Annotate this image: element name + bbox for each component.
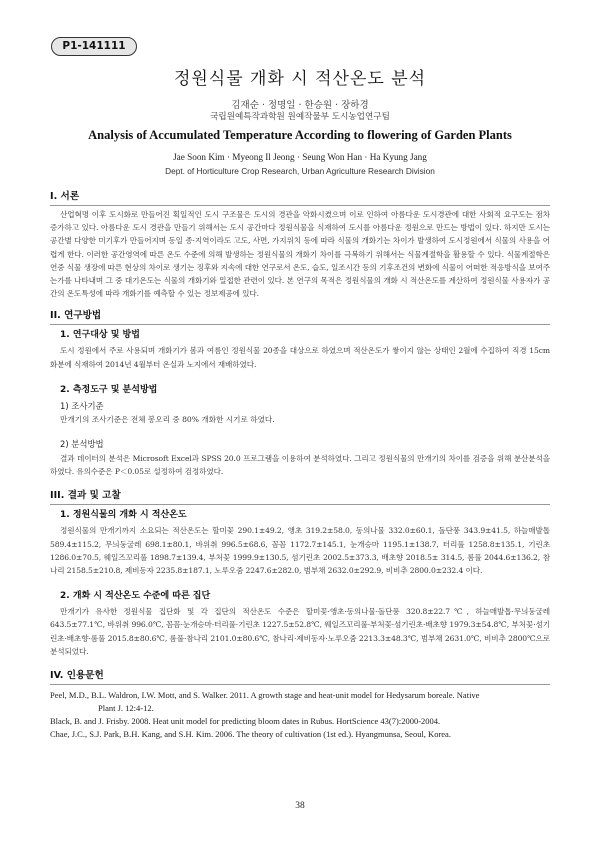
subsection-heading-groups: 2. 개화 시 적산온도 수준에 따른 집단: [60, 591, 211, 602]
paper-body: [50, 190, 550, 741]
affiliation-korean: 국립원예특작과학원 원예작물부 도시농업연구팀: [210, 112, 390, 122]
intro-paragraph: 산업혁명 이후 도시화로 만들어진 획일적인 도시 구조물은 도시의 경관을 악화시켰으며 이로 인하여 아름다운 도시경관에 대한 사회적 요구도는 점차 증가하고 있다. 아름다운 도시 경관을 만들기 위해서는 도시 공간마다 정원식물을 식재하여 도시를 아름다운 정원으로 만드는 방법이 있다. 하지만 도시는 공간별 다양한 미기후가 만들어지며 동일 종·지역이라도 고도, 사면, 가지위치 등에 따라 식물의 개화기는 차이가 발생하여 도시정원에서 식물의 사용을 어렵게 한다. 이러한 공간영역에 따른 온도 수준에 의해 발생하는 정원식물의 개화기 차이를 극복하기 위해서는 식물계절학을 활용할 수 있다. 식물계절학은 연중 식물 생장에 따른 현상의 차이로 생기는 징후와 지속에 대한 연구로서 온도, 습도, 일조시간 등의 기후조건의 변화에 식물이 어떠한 적응방식을 보여주는가를 나타내며 그 중 대기온도는 식물의 개화기와 밀접한 관련이 있다. 본 연구의 목적은 정원식물의 개화 시 적산온도를 계산하여 정원식물 사용자가 공간의 온도특성에 따라 개화기를 예측할 수 있는 정보제공에 있다.: [50, 210, 550, 299]
abstract-code-badge: P1-141111: [51, 37, 137, 56]
accumulated-temp-paragraph: 정원식물의 만개기까지 소요되는 적산온도는 할미꽃 290.1±49.2, 앵초 319.2±58.0, 동의나물 332.0±60.1, 돌단풍 343.9±41.5, 하늘매발톱 589.4±115.2, 무늬둥굴레 698.1±80.1, 바위취 996.5±68.6, 꼼꼼 1172.7±145.1, 눈개승마 1195.1±138.7, 터리풀 1258.8±135.1, 기린초 1286.0±70.5, 웨일즈꼬리풀 1898.7±139.4, 부처꽃 1999.9±130.5, 섬기린초 2002.5±373.3, 배초향 2018.5± 314.5, 롬풀 2044.6±136.2, 참나리 2158.5±210.8, 제비동자 2235.8±187.1, 노루오줌 2247.6±282.0, 범부채 2632.0±292.9, 비비추 2800.0±232.4 이다.: [50, 526, 550, 576]
section-heading-references: IV. 인용문헌: [50, 669, 550, 685]
subjects-paragraph: 도시 정원에서 주로 사용되며 개화기가 봄과 여름인 정원식물 20종을 대상으로 하였으며 적산온도가 쌓이지 않는 상태인 2월에 수집하여 직경 15cm 화분에 식재하여 2014년 4월부터 온실과 노지에서 재배하였다.: [50, 346, 550, 369]
analysis-paragraph: 결과 데이터의 분석은 Microsoft Excel과 SPSS 20.0 프로그램을 이용하여 분석하였다. 그리고 정원식물의 만개기의 차이를 검증을 위해 분산분석을 하였다. 유의수준은 P＜0.05로 설정하여 검정하였다.: [50, 454, 550, 477]
paper-title-korean: 정원식물 개화 시 적산온도 분석: [173, 69, 427, 89]
affiliation-english: Dept. of Horticulture Crop Research, Urban Agriculture Research Division: [165, 166, 435, 176]
section-heading-methods: II. 연구방법: [50, 309, 550, 325]
subsubsection-heading-criteria: 1) 조사기준: [60, 400, 104, 411]
reference-item-1: Peel, M.D., B.L. Waldron, I.W. Mott, and S. Walker. 2011. A growth stage and heat-unit model for Hedysarum boreale. Native: [50, 690, 480, 701]
groups-paragraph: 만개기가 유사한 정원식물 집단화 및 각 집단의 적산온도 수준은 할미꽃·앵초·동의나물·돌단풍 320.8±22.7℃, 하늘매발톱·무늬둥굴레 643.5±77.1℃, 바위취 996.0℃, 꼼꼼·눈개승마·터리풀·기린초 1227.5±52.8℃, 웨일즈꼬리풀·부처꽃·섬기린초·배초향 1979.3±54.8℃, 부처꽃·섬기린초·배초향·롬풀 2015.8±80.6℃, 롬풀·참나리 2101.0±80.6℃, 참나리·제비동자·노루오줌 2213.3±48.3℃, 범부채 2631.0℃, 비비추 2800℃으로 분석되었다.: [50, 607, 550, 656]
reference-item-1-continued: Plant J. 12:4-12.: [98, 703, 154, 714]
authors-korean: 김재순 · 정명일 · 한승원 · 장하경: [231, 100, 369, 111]
subsection-heading-tools: 2. 측정도구 및 분석방법: [60, 384, 158, 395]
subsection-heading-accumulated-temp: 1. 정원식물의 개화 시 적산온도: [60, 510, 187, 521]
section-heading-intro: I. 서론: [50, 190, 550, 206]
page-number: 38: [295, 801, 305, 811]
subsection-heading-subjects: 1. 연구대상 및 방법: [60, 330, 140, 341]
paper-title-english: Analysis of Accumulated Temperature According to flowering of Garden Plants: [88, 128, 512, 142]
reference-item-3: Chae, J.C., S.J. Park, B.H. Kang, and S.H. Kim. 2006. The theory of cultivation (1st ed.). Hyangmunsa, Seoul, Korea.: [50, 729, 451, 740]
reference-item-2: Black, B. and J. Frisby. 2008. Heat unit model for predicting bloom dates in Rubus. HortScience 43(7):2000-2004.: [50, 716, 441, 727]
section-heading-results: III. 결과 및 고찰: [50, 489, 550, 505]
subsubsection-heading-analysis: 2) 분석방법: [60, 439, 104, 450]
authors-english: Jae Soon Kim · Myeong Il Jeong · Seung Won Han · Ha Kyung Jang: [173, 152, 427, 162]
criteria-paragraph: 만개기의 조사기준은 전체 봉오리 중 80% 개화한 시기로 하였다.: [60, 414, 275, 424]
